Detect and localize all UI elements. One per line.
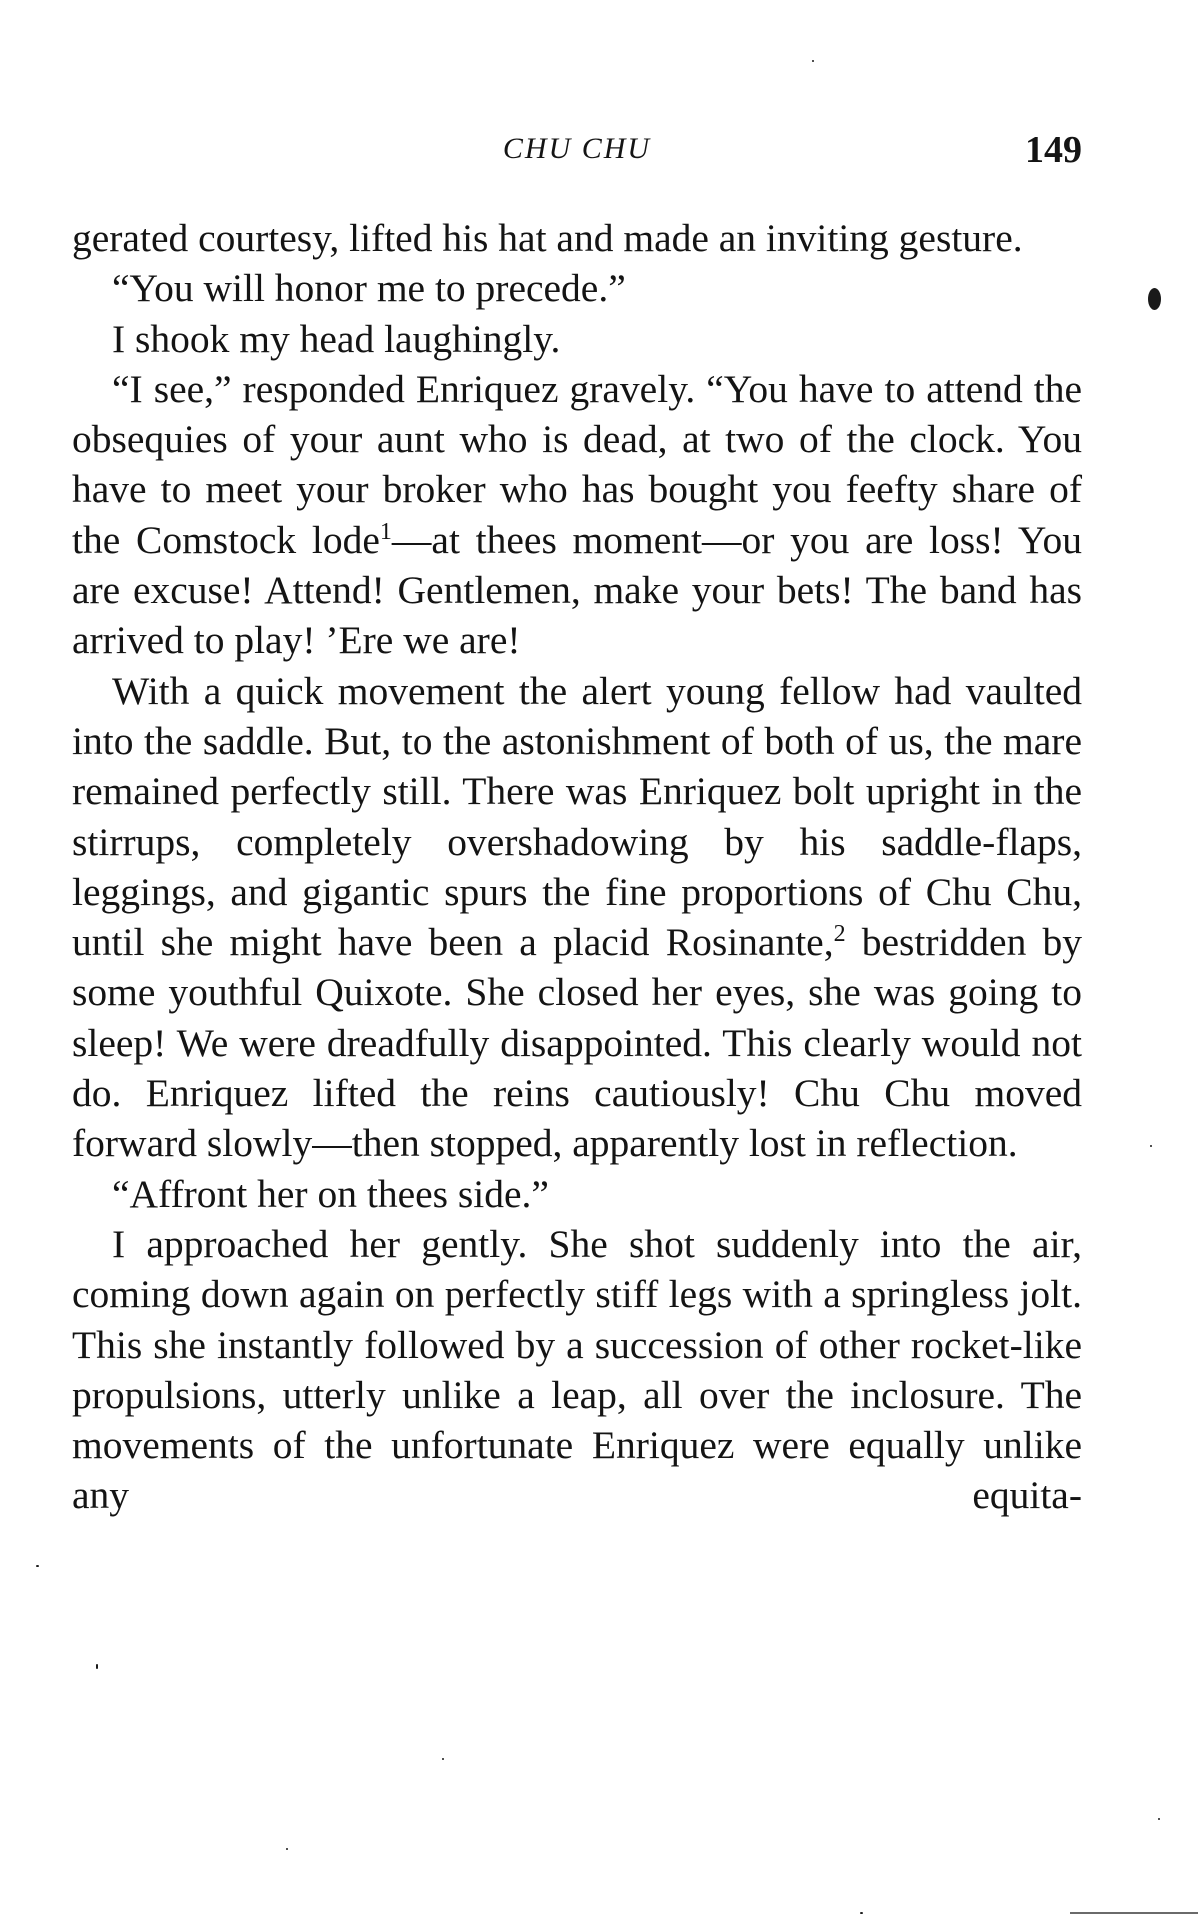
paragraph-approach: I approached her gently. She shot suddenly into the air, coming down again on perfectly stiff legs with a springless jolt. This she instantly followed by a succession of other rocket-like propulsions, utterly unlike a leap, all over the inclosure. The movements of the unfortunate Enriquez were equally unlike any equita- — [72, 1221, 1082, 1518]
footnote-marker-1: 1 — [379, 518, 392, 545]
running-title: CHU CHU — [502, 132, 652, 165]
paper-speck — [96, 1664, 98, 1669]
ink-blot — [1148, 288, 1161, 310]
paper-speck — [36, 1565, 39, 1567]
paper-speck — [860, 1912, 863, 1914]
scan-edge-line — [1070, 1912, 1198, 1914]
speech-text-after-note: —at thees moment—or you are loss! You are excuse! Attend! Gentlemen, make your bets! The band has arrived to play! ’Ere we are! — [72, 517, 1082, 663]
saddle-text-before-note: With a quick movement the alert young fellow had vaulted into the saddle. But, to the astonishment of both of us, the mare remained perfectly still. There was Enriquez bolt upright in the stirrups, completely overshadowing by his saddle-flaps, leggings, and gigantic spurs the fine proportions of Chu Chu, until she might have been a placid Rosinante, — [72, 668, 1082, 965]
paragraph-enriquez-speech — [72, 364, 1082, 666]
paragraph-shook-head: I shook my head laughingly. — [112, 316, 561, 361]
body-text — [72, 213, 1082, 1521]
saddle-text-after-note: bestridden by some youthful Quixote. She closed her eyes, she was going to sleep! We were dreadfully disappointed. This clearly would not do. Enriquez lifted the reins cautiously! Chu Chu moved forward slowly—then stopped, apparently lost in reflection. — [72, 920, 1083, 1166]
paper-speck — [442, 1758, 444, 1760]
paragraph-dialogue-precede: “You will honor me to precede.” — [112, 266, 626, 311]
running-head — [72, 128, 1082, 176]
paper-speck — [1150, 1145, 1152, 1147]
speech-text-before-note: “I see,” responded Enriquez gravely. “You have to attend the obsequies of your aunt who is dead, at two of the clock. You have to meet your broker who has bought you feefty share of the Comstock lode — [72, 366, 1082, 562]
paragraph-saddle — [72, 666, 1082, 1169]
paper-speck — [1158, 1818, 1160, 1820]
page-number: 149 — [1025, 129, 1082, 171]
paper-speck — [812, 60, 814, 62]
paragraph-affront: “Affront her on thees side.” — [112, 1171, 549, 1216]
paper-speck — [286, 1848, 288, 1850]
footnote-marker-2: 2 — [833, 921, 846, 948]
paragraph-continuation: gerated courtesy, lifted his hat and made an inviting gesture. — [72, 216, 1023, 260]
